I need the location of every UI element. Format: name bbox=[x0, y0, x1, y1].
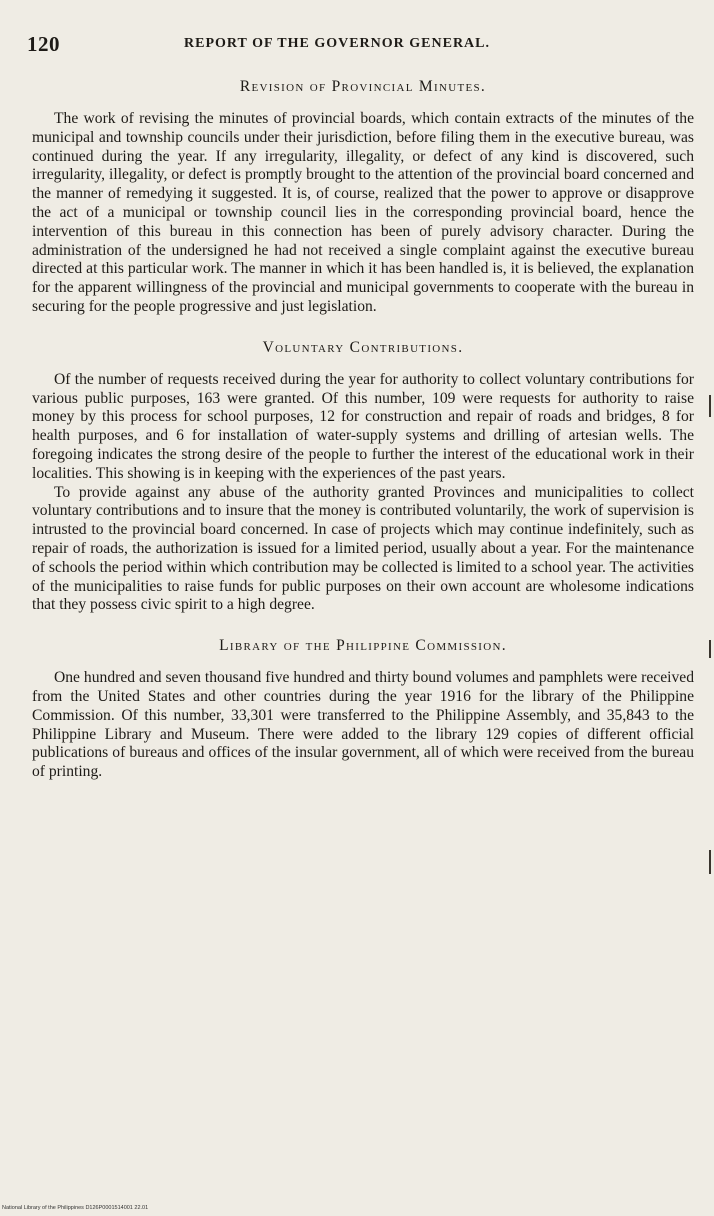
paragraph-provincial-minutes: The work of revising the minutes of provincial boards, which contain extracts of the minutes of the municipal and township councils under their jurisdiction, before filing them in the executive bureau, was continued during the year. If any irregularity, illegality, or defect of any kind is discovered, such irregularity, illegality, or defect is promptly brought to the attention of the provincial board concerned and the manner of remedying it suggested. It is, of course, realized that the power to approve or disapprove the act of a municipal or township council lies in the corresponding provincial board, hence the intervention of this bureau in this connection has been of purely advisory character. During the administration of the undersigned he had not received a single complaint against the executive bureau directed at this particular work. The manner in which it has been handled is, it is believed, the explanation for the apparent willingness of the provincial and municipal governments to cooperate with the bureau in securing for the people progressive and just legislation. bbox=[32, 110, 694, 315]
paragraph-library: One hundred and seven thousand five hundred and thirty bound volumes and pamphlets were received from the United States and other countries during the year 1916 for the library of the Philippine Commission. Of this number, 33,301 were transferred to the Philippine Assembly, and 35,843 to the Philippine Library and Museum. There were added to the library 129 copies of different official publications of bureaus and offices of the insular government, all of which were received from the bureau of printing. bbox=[32, 669, 694, 781]
paragraph-voluntary-contributions-1: Of the number of requests received during the year for authority to collect voluntary contributions for various public purposes, 163 were granted. Of this number, 109 were requests for authority to raise money by this process for school purposes, 12 for construction and repair of roads and bridges, 8 for health purposes, and 6 for installation of water-supply systems and drilling of artesian wells. The foregoing indicates the strong desire of the people to further the interest of the educational work in their localities. This showing is in keeping with the experiences of the past years. bbox=[32, 370, 694, 482]
section-heading-voluntary-contributions: Voluntary Contributions. bbox=[262, 338, 464, 356]
page-edge-mark bbox=[709, 850, 711, 874]
section-heading-library: Library of the Philippine Commission. bbox=[219, 637, 507, 655]
library-stamp: National Library of the Philippines D126P0001514001 22.01 bbox=[2, 1205, 149, 1211]
page-edge-mark bbox=[709, 640, 711, 658]
section-heading-provincial-minutes: Revision of Provincial Minutes. bbox=[239, 78, 487, 95]
running-head: REPORT OF THE GOVERNOR GENERAL. bbox=[184, 36, 491, 51]
page-number: 120 bbox=[27, 32, 60, 56]
paragraph-voluntary-contributions-2: To provide against any abuse of the authority granted Provinces and municipalities to collect voluntary contributions and to insure that the money is contributed voluntarily, the work of supervision is intrusted to the provincial board concerned. In case of projects which may continue indefinitely, such as repair of roads, the authorization is issued for a limited period, usually about a year. For the maintenance of schools the period within which contribution may be collected is limited to a school year. The activities of the municipalities to raise funds for public purposes on their own account are wholesome indications that they possess civic spirit to a high degree. bbox=[32, 483, 694, 614]
page-edge-mark bbox=[709, 395, 711, 417]
page-content bbox=[32, 76, 694, 782]
